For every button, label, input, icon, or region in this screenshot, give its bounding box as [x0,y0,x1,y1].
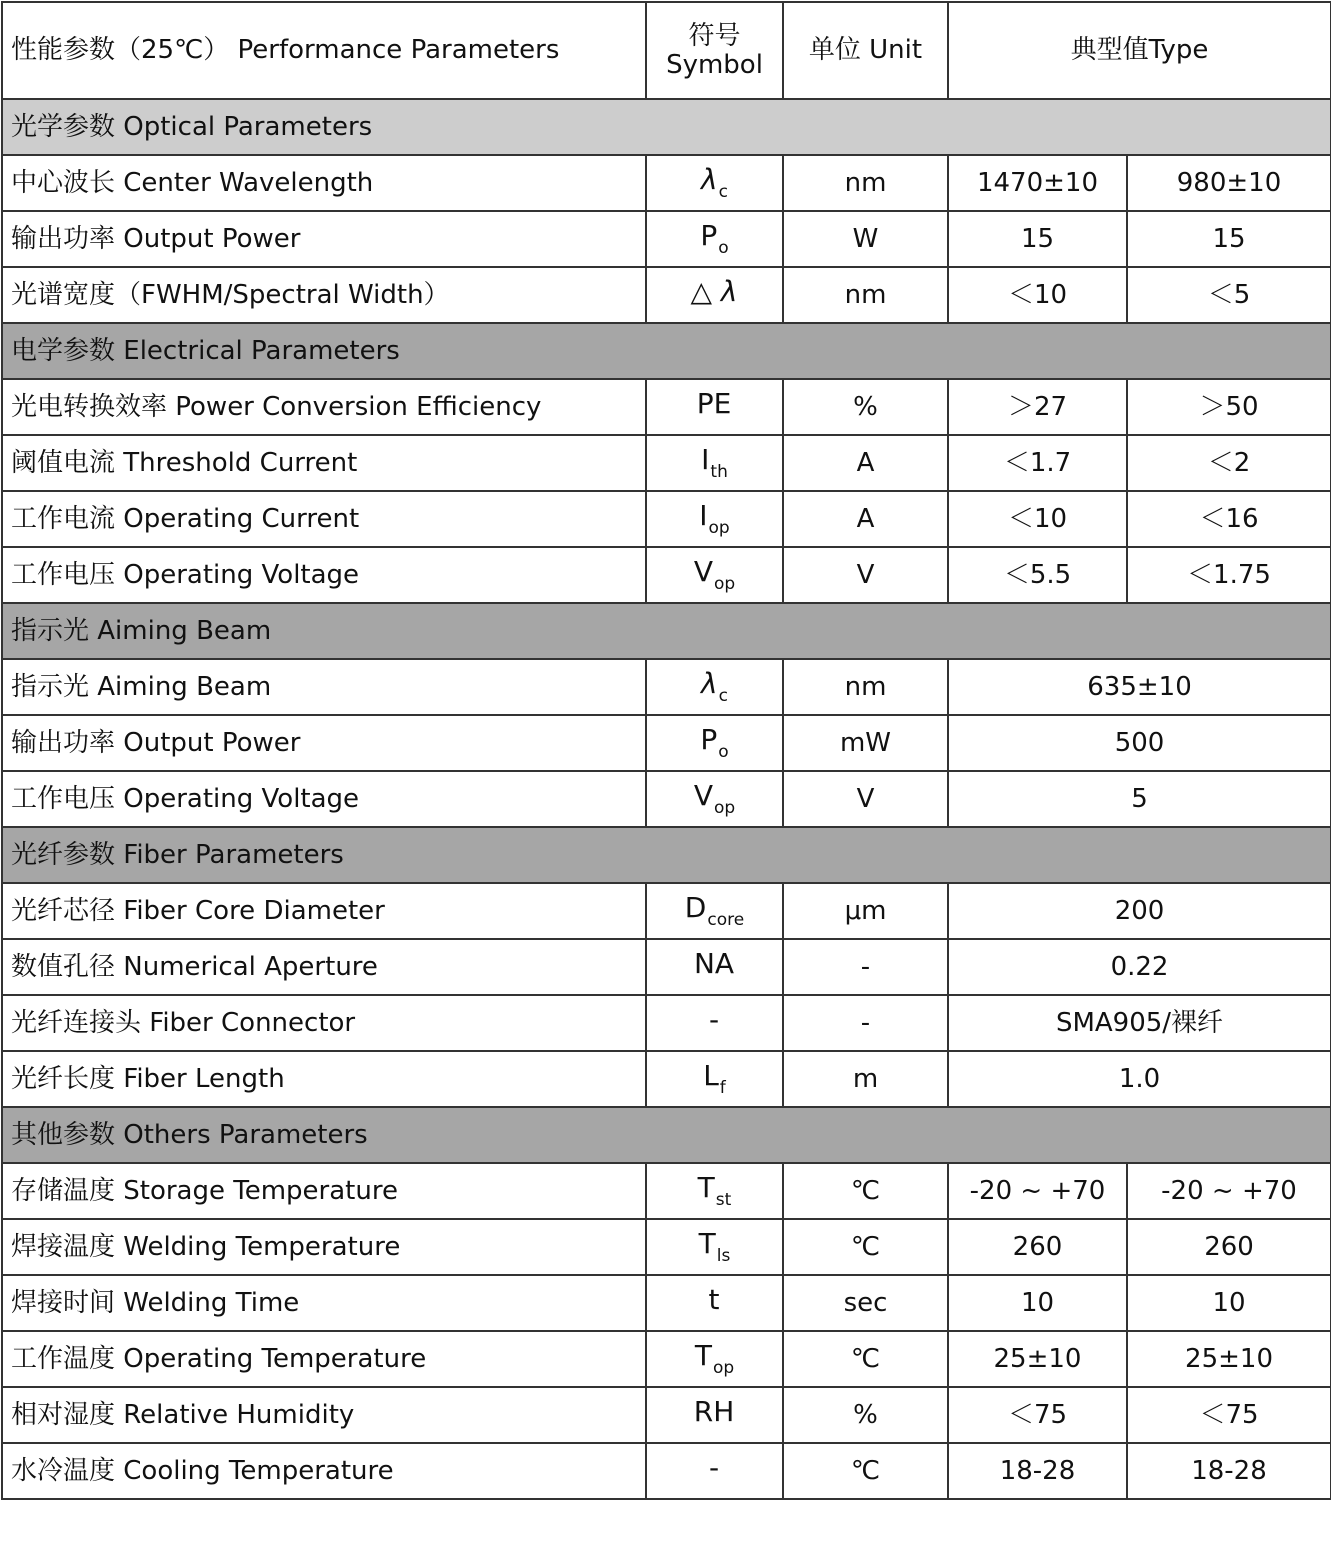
param-symbol [646,435,783,491]
header-symbol [646,2,783,99]
symbol-sub: st [715,1189,732,1210]
param-value-1: 18-28 [948,1443,1127,1499]
param-value-1: 1470±10 [948,155,1127,211]
param-name: 工作电压 Operating Voltage [2,771,646,827]
param-value-1: -20 ~ +70 [948,1163,1127,1219]
table-row [2,1219,1331,1275]
param-unit: % [783,379,948,435]
param-name: 水冷温度 Cooling Temperature [2,1443,646,1499]
param-name: 工作电压 Operating Voltage [2,547,646,603]
symbol-sub: f [719,1077,726,1098]
param-value: 200 [948,883,1331,939]
table-row [2,267,1331,323]
header-unit: 单位 Unit [783,2,948,99]
symbol-main: △ λ [690,274,738,308]
param-name: 光纤芯径 Fiber Core Diameter [2,883,646,939]
table-row [2,715,1331,771]
symbol-main: λ [701,666,718,700]
param-name: 指示光 Aiming Beam [2,659,646,715]
param-name: 存储温度 Storage Temperature [2,1163,646,1219]
symbol-main: P [700,218,718,252]
param-name: 焊接温度 Welding Temperature [2,1219,646,1275]
param-value: 0.22 [948,939,1331,995]
param-symbol [646,939,783,995]
table-row [2,995,1331,1051]
symbol-main: V [693,778,713,812]
param-unit: nm [783,155,948,211]
symbol-sub: op [713,573,736,594]
table-row [2,1275,1331,1331]
param-value-2: 10 [1127,1275,1331,1331]
table-row [2,1387,1331,1443]
section-electrical [2,323,1331,379]
param-value-2: 260 [1127,1219,1331,1275]
symbol-main: V [693,554,713,588]
header-typical: 典型值Type [948,2,1331,99]
symbol-sub: ls [716,1245,731,1266]
table-row [2,211,1331,267]
param-symbol [646,491,783,547]
section-title: 光纤参数 Fiber Parameters [2,827,1331,883]
param-unit: ℃ [783,1219,948,1275]
param-unit: V [783,771,948,827]
symbol-main: t [708,1282,720,1316]
param-value-2: ＜75 [1127,1387,1331,1443]
param-symbol [646,1331,783,1387]
symbol-main: T [694,1338,712,1372]
symbol-main: - [708,1002,720,1036]
symbol-sub: o [718,741,729,762]
symbol-sub: op [712,1357,735,1378]
param-value: SMA905/裸纤 [948,995,1331,1051]
param-unit: - [783,939,948,995]
table-row [2,547,1331,603]
param-name: 相对湿度 Relative Humidity [2,1387,646,1443]
param-value-2: ＜2 [1127,435,1331,491]
table-row [2,1331,1331,1387]
symbol-main: D [684,890,707,924]
param-symbol [646,995,783,1051]
param-value-2: ＞50 [1127,379,1331,435]
param-value-2: ＜1.75 [1127,547,1331,603]
performance-parameters-table [1,1,1331,1500]
param-symbol [646,883,783,939]
table-row [2,659,1331,715]
param-unit: W [783,211,948,267]
param-name: 工作温度 Operating Temperature [2,1331,646,1387]
param-name: 焊接时间 Welding Time [2,1275,646,1331]
param-symbol [646,659,783,715]
param-name: 光电转换效率 Power Conversion Efficiency [2,379,646,435]
section-title: 指示光 Aiming Beam [2,603,1331,659]
param-value-1: ＜75 [948,1387,1127,1443]
param-unit: nm [783,659,948,715]
table-row [2,883,1331,939]
param-symbol [646,379,783,435]
symbol-main: T [697,1170,715,1204]
section-optical [2,99,1331,155]
param-value-2: -20 ~ +70 [1127,1163,1331,1219]
param-value: 1.0 [948,1051,1331,1107]
param-symbol [646,547,783,603]
param-unit: V [783,547,948,603]
param-unit: ℃ [783,1163,948,1219]
header-symbol-en: Symbol [666,49,763,80]
param-name: 阈值电流 Threshold Current [2,435,646,491]
param-value-2: ＜5 [1127,267,1331,323]
param-value: 5 [948,771,1331,827]
symbol-main: P [700,722,718,756]
param-unit: A [783,435,948,491]
symbol-sub: core [707,909,745,930]
symbol-main: NA [693,946,735,980]
param-symbol [646,1219,783,1275]
param-name: 输出功率 Output Power [2,715,646,771]
param-symbol [646,155,783,211]
symbol-sub: th [710,461,728,482]
param-name: 光谱宽度（FWHM/Spectral Width） [2,267,646,323]
param-symbol [646,1163,783,1219]
param-name: 光纤长度 Fiber Length [2,1051,646,1107]
param-unit: % [783,1387,948,1443]
param-value-1: ＜5.5 [948,547,1127,603]
symbol-main: λ [701,162,718,196]
section-others [2,1107,1331,1163]
param-unit: A [783,491,948,547]
param-name: 中心波长 Center Wavelength [2,155,646,211]
table-row [2,771,1331,827]
param-unit: - [783,995,948,1051]
param-unit: ℃ [783,1443,948,1499]
param-unit: m [783,1051,948,1107]
section-title: 光学参数 Optical Parameters [2,99,1331,155]
param-symbol [646,1387,783,1443]
table-row [2,1443,1331,1499]
param-unit: sec [783,1275,948,1331]
param-value-2: ＜16 [1127,491,1331,547]
param-value-2: 15 [1127,211,1331,267]
symbol-main: L [703,1058,719,1092]
table-header-row [2,2,1331,99]
param-value-2: 25±10 [1127,1331,1331,1387]
symbol-main: PE [696,386,732,420]
section-aiming-beam [2,603,1331,659]
symbol-sub: op [713,797,736,818]
param-symbol [646,267,783,323]
param-symbol [646,1051,783,1107]
param-value-1: 10 [948,1275,1127,1331]
param-symbol [646,715,783,771]
symbol-sub: c [718,685,728,706]
symbol-sub: c [718,181,728,202]
param-value-1: ＜10 [948,267,1127,323]
param-value-2: 18-28 [1127,1443,1331,1499]
table-row [2,1051,1331,1107]
param-value: 500 [948,715,1331,771]
param-value-1: 260 [948,1219,1127,1275]
param-value: 635±10 [948,659,1331,715]
param-value-1: ＞27 [948,379,1127,435]
param-value-1: 15 [948,211,1127,267]
param-value-2: 980±10 [1127,155,1331,211]
table-row [2,491,1331,547]
param-symbol [646,771,783,827]
section-title: 电学参数 Electrical Parameters [2,323,1331,379]
param-value-1: ＜10 [948,491,1127,547]
table-row [2,379,1331,435]
param-name: 光纤连接头 Fiber Connector [2,995,646,1051]
header-symbol-zh: 符号 [688,20,741,51]
symbol-main: I [701,442,710,476]
param-unit: ℃ [783,1331,948,1387]
table-row [2,939,1331,995]
param-unit: μm [783,883,948,939]
table-row [2,155,1331,211]
param-symbol [646,1443,783,1499]
param-value-1: ＜1.7 [948,435,1127,491]
section-fiber [2,827,1331,883]
param-symbol [646,211,783,267]
symbol-sub: op [708,517,730,538]
table-row [2,1163,1331,1219]
param-name: 数值孔径 Numerical Aperture [2,939,646,995]
table-row [2,435,1331,491]
param-unit: mW [783,715,948,771]
symbol-sub: o [718,237,729,258]
symbol-main: T [698,1226,716,1260]
param-unit: nm [783,267,948,323]
param-name: 工作电流 Operating Current [2,491,646,547]
param-name: 输出功率 Output Power [2,211,646,267]
param-value-1: 25±10 [948,1331,1127,1387]
symbol-main: RH [693,1394,735,1428]
param-symbol [646,1275,783,1331]
header-param: 性能参数（25℃） Performance Parameters [2,2,646,99]
symbol-main: - [708,1450,720,1484]
section-title: 其他参数 Others Parameters [2,1107,1331,1163]
symbol-main: I [699,498,708,532]
